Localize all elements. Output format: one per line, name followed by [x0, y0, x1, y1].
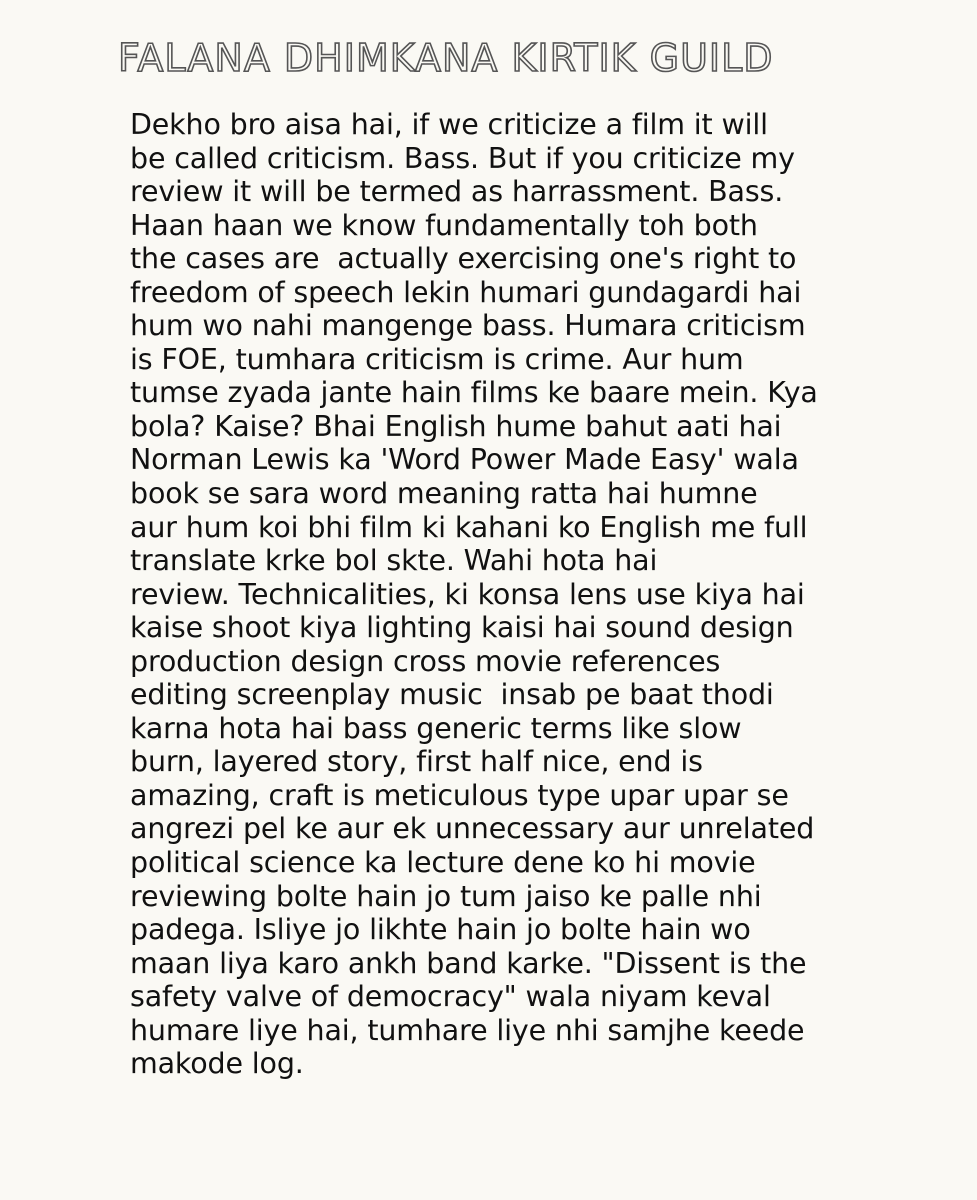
text-line: aur hum koi bhi film ki kahani ko English me full — [130, 510, 808, 544]
text-line: amazing, craft is meticulous type upar upar se — [130, 778, 789, 812]
text-line: is FOE, tumhara criticism is crime. Aur hum — [130, 342, 744, 376]
text-line: kaise shoot kiya lighting kaisi hai sound design — [130, 611, 794, 645]
text-line: tumse zyada jante hain films ke baare mein. Kya — [130, 376, 818, 410]
text-line: review it will be termed as harrassment. Bass. — [130, 175, 784, 209]
text-line: editing screenplay music insab pe baat thodi — [130, 678, 774, 712]
text-line: makode log. — [130, 1047, 304, 1081]
text-line: review. Technicalities, ki konsa lens use kiya hai — [130, 577, 805, 611]
text-line: translate krke bol skte. Wahi hota hai — [130, 544, 658, 578]
text-line: padega. Isliye jo likhte hain jo bolte hain wo — [130, 913, 751, 947]
text-line: book se sara word meaning ratta hai humne — [130, 477, 758, 511]
text-line: Dekho bro aisa hai, if we criticize a film it will — [130, 108, 768, 141]
text-line: safety valve of democracy" wala niyam keval — [130, 980, 771, 1014]
text-line: karna hota hai bass generic terms like slow — [130, 711, 742, 745]
text-line: be called criticism. Bass. But if you criticize my — [130, 141, 795, 175]
text-line: reviewing bolte hain jo tum jaiso ke palle nhi — [130, 879, 762, 913]
text-line: Norman Lewis ka 'Word Power Made Easy' wala — [130, 443, 799, 477]
text-line: production design cross movie references — [130, 644, 721, 678]
text-line: bola? Kaise? Bhai English hume bahut aati hai — [130, 409, 782, 443]
text-line: freedom of speech lekin humari gundagardi hai — [130, 275, 802, 309]
body-paragraph — [130, 108, 890, 1081]
text-line: Haan haan we know fundamentally toh both — [130, 208, 758, 242]
text-line: maan liya karo ankh band karke. "Dissent is the — [130, 946, 807, 980]
page-title: FALANA DHIMKANA KIRTIK GUILD — [118, 36, 774, 80]
text-line: political science ka lecture dene ko hi movie — [130, 846, 756, 880]
text-line: hum wo nahi mangenge bass. Humara criticism — [130, 309, 806, 343]
text-line: angrezi pel ke aur ek unnecessary aur unrelated — [130, 812, 815, 846]
text-line: the cases are actually exercising one's right to — [130, 242, 797, 276]
text-line: humare liye hai, tumhare liye nhi samjhe keede — [130, 1013, 805, 1047]
text-line: burn, layered story, first half nice, end is — [130, 745, 703, 779]
